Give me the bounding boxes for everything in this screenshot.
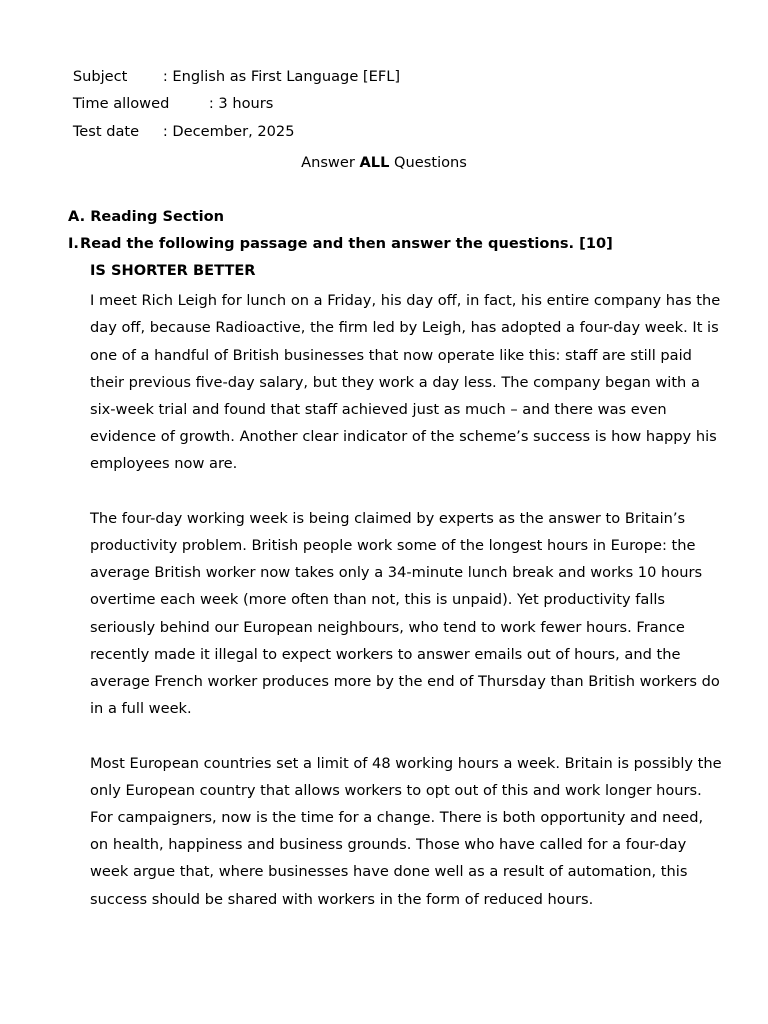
question-number: I. xyxy=(68,235,79,252)
subject-value: : English as First Language [EFL] xyxy=(162,68,401,85)
instruction-emphasis: ALL xyxy=(359,154,390,171)
subject-row xyxy=(45,44,401,85)
instruction-suffix: Questions xyxy=(389,154,467,171)
passage-title: IS SHORTER BETTER xyxy=(90,262,256,279)
passage-paragraph: I meet Rich Leigh for lunch on a Friday, his day off, in fact, his entire company has the day off, because Radioactive, the firm led by Leigh, has adopted a four-day week. It is one of a handful of British businesses that now operate like this: staff are still paid their previous five-day salary, but they work a day less. The company began with a six-week trial and found that staff achieved just as much – and there was even evidence of growth. Another clear indicator of the scheme’s success is how happy his employees now are. xyxy=(90,292,721,473)
section-title: A. Reading Section xyxy=(68,208,224,225)
time-allowed-label: Time allowed xyxy=(72,95,170,113)
passage-paragraph: Most European countries set a limit of 48 working hours a week. Britain is possibly the only European country that allows workers to opt out of this and work longer hours. For campaigners, now is the time for a change. There is both opportunity and need, on health, happiness and business grounds. Those who have called for a four-day week argue that, where businesses have done well as a result of automation, this success should be shared with workers in the form of reduced hours. xyxy=(90,754,722,908)
answer-instruction xyxy=(0,152,768,174)
reading-passage xyxy=(90,260,722,940)
time-allowed-value: : 3 hours xyxy=(208,95,274,113)
passage-paragraph: The four-day working week is being claimed by experts as the answer to Britain’s productivity problem. British people work some of the longest hours in Europe: the average British worker now takes only a 34-minute lunch break and works 10 hours overtime each week (more often than not, this is unpaid). Yet productivity falls seriously behind our European neighbours, who tend to work fewer hours. France recently made it illegal to expect workers to answer emails out of hours, and the average French worker produces more by the end of Thursday than British workers do in a full week. xyxy=(90,509,720,718)
instruction-prefix: Answer xyxy=(301,154,360,171)
test-date-label: Test date xyxy=(72,122,140,140)
exam-header xyxy=(45,44,401,140)
question-text: Read the following passage and then answer the questions. [10] xyxy=(80,235,613,252)
question-heading xyxy=(68,233,613,255)
test-date-value: : December, 2025 xyxy=(162,122,295,140)
subject-label: Subject xyxy=(72,68,128,85)
